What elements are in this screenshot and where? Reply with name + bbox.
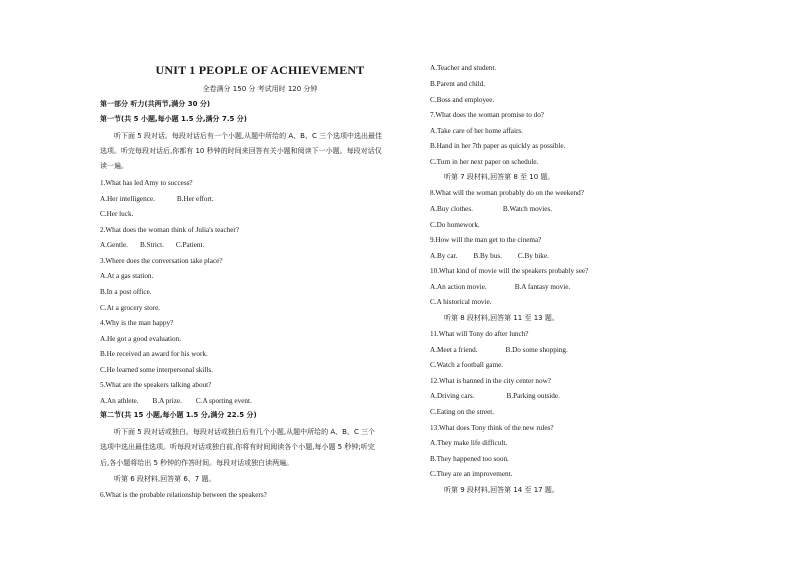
listening-instruction-9: 听第 9 段材料,回答第 14 至 17 题。 [444,486,559,494]
option-c: C.He learned some interpersonal skills. [100,366,213,374]
question-8: 8.What will the woman probably do on the weekend? [430,189,584,197]
option-c: C.Patient. [175,241,205,249]
option-b: B.Parent and child. [430,80,486,88]
option-b: B.Watch movies. [502,205,553,213]
option-c: C.Her luck. [100,210,134,218]
question-9: 9.How will the man get to the cinema? [430,236,542,244]
question-3: 3.Where does the conversation take place? [100,257,223,265]
option-b: B.A prize. [152,397,182,405]
question-6: 6.What is the probable relationship between the speakers? [100,491,267,499]
option-c: C.Watch a football game. [430,361,504,369]
option-c: C.Eating on the street. [430,408,495,416]
question-5-options [100,396,252,406]
question-8-options [430,204,552,214]
question-9-options [430,251,549,261]
question-10-options [430,282,570,292]
option-a: A.An athlete. [100,397,139,405]
option-c: C.Turn in her next paper on schedule. [430,158,539,166]
section2-title: 第二节(共 15 小题,每小题 1.5 分,满分 22.5 分) [100,411,257,419]
option-a: A.He got a good evaluation. [100,335,182,343]
option-c: C.Boss and employee. [430,96,495,104]
option-b: B.In a post office. [100,288,152,296]
option-c: C.Do homework. [430,221,480,229]
section2-instruction-line: 听下面 5 段对话或独白。每段对话或独白后有几个小题,从题中所给的 A、B、C 三个 [114,428,376,436]
option-b: B.By bus. [473,252,502,260]
question-12-options [430,391,560,401]
option-b: B.A fantasy movie. [514,283,571,291]
question-11-options [430,345,568,355]
option-c: C.A historical movie. [430,298,492,306]
listening-instruction-7: 听第 7 段材料,回答第 8 至 10 题。 [444,173,555,181]
option-a: A.Meet a friend. [430,346,478,354]
section1-instruction-line: 读一遍。 [100,162,128,170]
option-b: B.They happened too soon. [430,455,509,463]
unit-title: UNIT 1 PEOPLE OF ACHIEVEMENT [155,63,365,77]
option-a: A.Buy clothes. [430,205,473,213]
question-1-options [100,194,214,204]
question-5: 5.What are the speakers talking about? [100,381,212,389]
option-b: B.Hand in her 7th paper as quickly as possible. [430,142,566,150]
option-a: A.Driving cars. [430,392,475,400]
question-10: 10.What kind of movie will the speakers probably see? [430,267,589,275]
question-2-options [100,240,204,250]
option-a: A.At a gas station. [100,272,154,280]
section1-instruction-line: 听下面 5 段对话。每段对话后有一个小题,从题中所给的 A、B、C 三个选项中选出最佳 [114,132,383,140]
part1-title: 第一部分 听力(共两节,满分 30 分) [100,100,211,108]
option-c: C.A sporting event. [195,397,252,405]
option-a: A.Her intelligence. [100,195,155,203]
section2-instruction-line: 选项中选出最佳选项。听每段对话或独白前,你将有时间阅读各个小题,每小题 5 秒钟;听完 [100,443,375,451]
question-4: 4.Why is the man happy? [100,319,174,327]
listening-instruction-6: 听第 6 段材料,回答第 6、7 题。 [114,475,216,483]
option-a: A.Teacher and student. [430,64,497,72]
question-11: 11.What will Tony do after lunch? [430,330,529,338]
option-a: A.Gentle. [100,241,128,249]
option-a: A.By car. [430,252,458,260]
question-7: 7.What does the woman promise to do? [430,111,544,119]
option-a: A.An action movie. [430,283,487,291]
section2-instruction-line: 后,各小题将给出 5 秒钟的作答时间。每段对话或独白读两遍。 [100,459,294,467]
option-c: C.They are an improvement. [430,470,513,478]
option-b: B.Parking outside. [506,392,560,400]
option-b: B.He received an award for his work. [100,350,208,358]
option-b: B.Strict. [139,241,164,249]
option-c: C.By bike. [517,252,549,260]
question-1: 1.What has led Amy to success? [100,179,193,187]
option-b: B.Her effort. [176,195,214,203]
question-12: 12.What is banned in the city center now? [430,377,551,385]
option-a: A.They make life difficult. [430,439,508,447]
exam-info: 全卷满分 150 分 考试用时 120 分钟 [202,85,318,93]
listening-instruction-8: 听第 8 段材料,回答第 11 至 13 题。 [444,314,559,322]
section1-instruction-line: 选项。听完每段对话后,你都有 10 秒钟的时间来回答有关小题和阅读下一小题。每段对话仅 [100,147,382,155]
option-a: A.Take care of her home affairs. [430,127,523,135]
option-b: B.Do some shopping. [505,346,568,354]
question-13: 13.What does Tony think of the new rules? [430,424,554,432]
question-2: 2.What does the woman think of Julia's teacher? [100,226,240,234]
section1-title: 第一节(共 5 小题,每小题 1.5 分,满分 7.5 分) [100,115,248,123]
option-c: C.At a grocery store. [100,304,161,312]
